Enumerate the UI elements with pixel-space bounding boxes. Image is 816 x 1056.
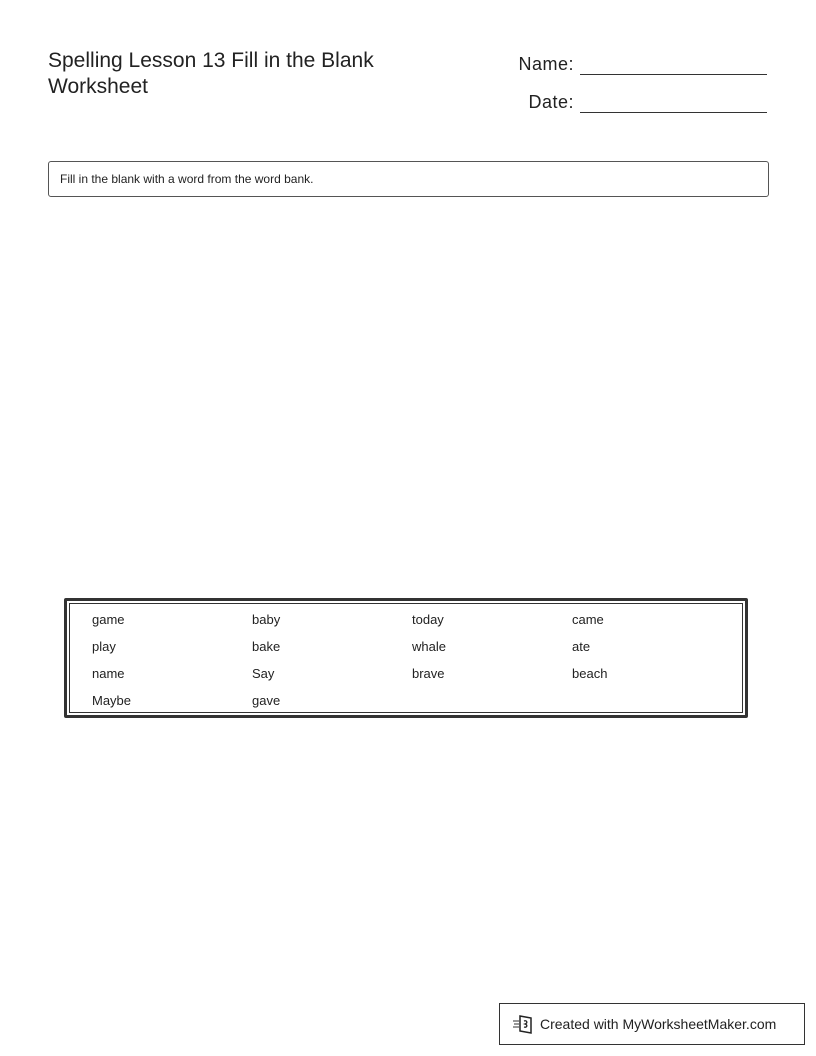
word-bank-item: game	[92, 612, 125, 627]
date-field	[528, 90, 767, 113]
worksheet-maker-logo-icon	[512, 1013, 534, 1035]
word-bank-item: ate	[572, 639, 591, 654]
word-bank-item: whale	[412, 639, 446, 654]
word-bank-grid	[92, 610, 732, 718]
word-bank	[64, 598, 748, 718]
name-field	[518, 52, 767, 75]
word-bank-item: brave	[412, 666, 445, 681]
word-bank-item: play	[92, 639, 116, 654]
instructions-box: Fill in the blank with a word from the word bank.	[48, 161, 769, 197]
word-bank-item: beach	[572, 666, 608, 681]
word-bank-item: Maybe	[92, 693, 132, 708]
word-bank-item: Say	[252, 666, 275, 681]
footer-credit[interactable]	[499, 1003, 805, 1045]
date-label: Date:	[528, 92, 574, 112]
name-blank-line	[580, 52, 767, 75]
name-label: Name:	[518, 54, 574, 74]
footer-text: Created with MyWorksheetMaker.com	[540, 1016, 777, 1032]
word-bank-item: bake	[252, 639, 281, 654]
word-bank-item: came	[572, 612, 604, 627]
word-bank-item: baby	[252, 612, 281, 627]
word-bank-item: name	[92, 666, 125, 681]
date-blank-line	[580, 90, 767, 113]
word-bank-item: today	[412, 612, 444, 627]
worksheet-title: Spelling Lesson 13 Fill in the Blank Worksheet	[48, 49, 374, 98]
word-bank-item: gave	[252, 693, 281, 708]
